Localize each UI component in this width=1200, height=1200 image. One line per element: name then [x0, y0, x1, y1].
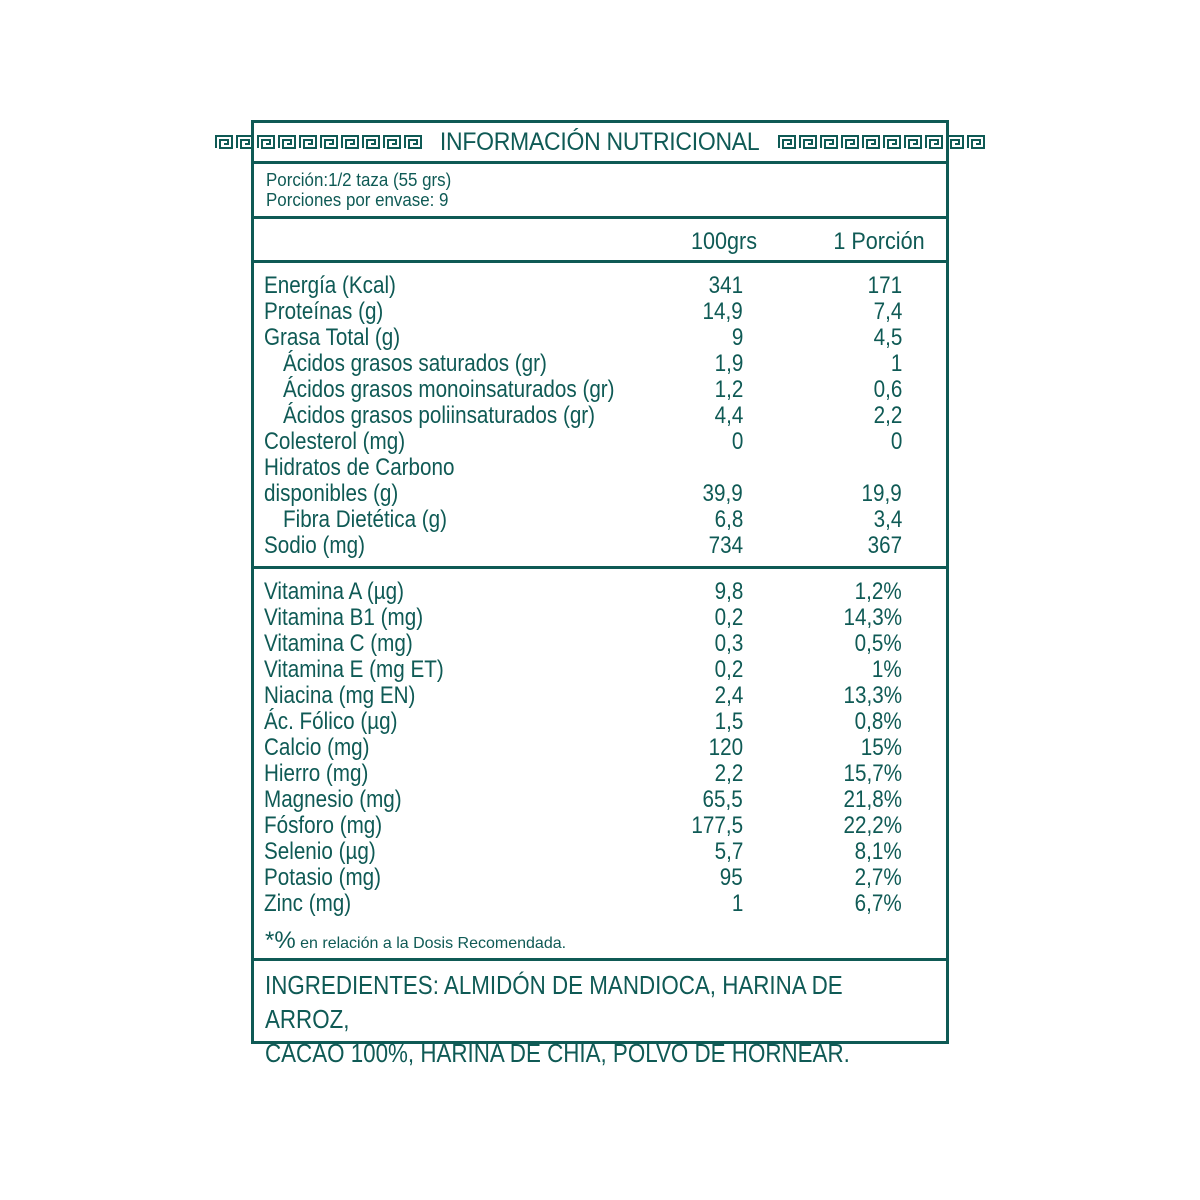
nutrient-row — [254, 865, 946, 891]
nutrient-name: Selenio (µg) — [264, 838, 376, 865]
nutrient-row — [254, 325, 946, 351]
column-headers — [254, 222, 946, 263]
nutrient-row — [254, 429, 946, 455]
value-portion: 14,3% — [843, 604, 902, 631]
greek-key-ornament — [778, 135, 796, 149]
value-portion: 0,5% — [854, 630, 902, 657]
nutrient-name: Fibra Dietética (g) — [283, 506, 448, 533]
value-100g: 39,9 — [702, 480, 743, 507]
ingredients-section — [254, 961, 946, 1068]
servings-per-pack: Porciones por envase: 9 — [266, 190, 449, 210]
nutrient-row — [254, 481, 946, 507]
value-100g: 2,2 — [714, 760, 743, 787]
nutrient-row — [254, 683, 946, 709]
title-bar — [254, 123, 946, 164]
value-100g: 14,9 — [702, 298, 743, 325]
value-portion: 1 — [890, 350, 902, 377]
nutrient-name: Proteínas (g) — [264, 298, 384, 325]
nutrient-name: Ácidos grasos poliinsaturados (gr) — [283, 402, 596, 429]
greek-key-ornament — [278, 135, 296, 149]
macronutrients-section — [254, 263, 946, 569]
greek-key-border-left — [215, 135, 422, 149]
label-title: INFORMACIÓN NUTRICIONAL — [440, 127, 760, 156]
value-portion: 3,4 — [873, 506, 902, 533]
value-100g: 0 — [731, 428, 743, 455]
nutrient-name: disponibles (g) — [264, 480, 399, 507]
greek-key-ornament — [236, 135, 254, 149]
nutrient-name: Grasa Total (g) — [264, 324, 401, 351]
value-100g: 0,3 — [714, 630, 743, 657]
nutrient-row — [254, 839, 946, 865]
greek-key-border-right — [778, 135, 985, 149]
nutrient-name: Vitamina C (mg) — [264, 630, 413, 657]
value-100g: 65,5 — [702, 786, 743, 813]
column-header-100g: 100grs — [690, 228, 758, 255]
nutrient-row — [254, 813, 946, 839]
column-header-portion: 1 Porción — [833, 228, 925, 255]
value-100g: 0,2 — [714, 604, 743, 631]
nutrient-row — [254, 403, 946, 429]
nutrient-name: Ácidos grasos monoinsaturados (gr) — [283, 376, 615, 403]
nutrient-row — [254, 709, 946, 735]
nutrient-name: Vitamina E (mg ET) — [264, 656, 444, 683]
footnote-star: *% — [265, 927, 296, 954]
value-portion: 1% — [872, 656, 902, 683]
greek-key-ornament — [946, 135, 964, 149]
value-100g: 5,7 — [714, 838, 743, 865]
value-100g: 120 — [708, 734, 743, 761]
value-portion: 7,4 — [873, 298, 902, 325]
value-portion: 0 — [890, 428, 902, 455]
nutrient-row — [254, 657, 946, 683]
value-portion: 4,5 — [873, 324, 902, 351]
value-portion: 367 — [867, 532, 902, 559]
nutrient-name: Colesterol (mg) — [264, 428, 406, 455]
value-100g: 2,4 — [714, 682, 743, 709]
value-portion: 0,8% — [854, 708, 902, 735]
vitamins-minerals-section — [254, 569, 946, 961]
greek-key-ornament — [362, 135, 380, 149]
nutrient-name: Energía (Kcal) — [264, 272, 396, 299]
nutrient-row — [254, 377, 946, 403]
greek-key-ornament — [841, 135, 859, 149]
greek-key-ornament — [341, 135, 359, 149]
value-portion: 0,6 — [873, 376, 902, 403]
nutrient-name: Hierro (mg) — [264, 760, 369, 787]
greek-key-ornament — [799, 135, 817, 149]
nutrient-name: Ác. Fólico (µg) — [264, 708, 398, 735]
nutrition-label — [251, 120, 949, 1068]
nutrient-row — [254, 455, 946, 481]
nutrient-name: Fósforo (mg) — [264, 812, 383, 839]
value-portion: 2,2 — [873, 402, 902, 429]
nutrient-row — [254, 787, 946, 813]
value-100g: 0,2 — [714, 656, 743, 683]
greek-key-ornament — [904, 135, 922, 149]
serving-portion: Porción:1/2 taza (55 grs) — [266, 170, 452, 190]
nutrient-row — [254, 579, 946, 605]
value-100g: 1,5 — [714, 708, 743, 735]
value-portion: 6,7% — [854, 890, 902, 917]
value-100g: 6,8 — [714, 506, 743, 533]
value-portion: 21,8% — [843, 786, 902, 813]
value-portion: 22,2% — [843, 812, 902, 839]
nutrient-name: Ácidos grasos saturados (gr) — [283, 350, 547, 377]
greek-key-ornament — [383, 135, 401, 149]
greek-key-ornament — [320, 135, 338, 149]
nutrient-name: Zinc (mg) — [264, 890, 352, 917]
nutrient-row — [254, 891, 946, 917]
nutrient-row — [254, 631, 946, 657]
greek-key-ornament — [967, 135, 985, 149]
value-100g: 9 — [731, 324, 743, 351]
value-100g: 734 — [708, 532, 743, 559]
nutrient-row — [254, 273, 946, 299]
value-portion: 15,7% — [843, 760, 902, 787]
serving-info — [254, 164, 946, 219]
nutrient-name: Vitamina B1 (mg) — [264, 604, 424, 631]
value-portion: 15% — [860, 734, 902, 761]
nutrient-name: Potasio (mg) — [264, 864, 382, 891]
greek-key-ornament — [820, 135, 838, 149]
ingredients-line-1: INGREDIENTES: ALMIDÓN DE MANDIOCA, HARINA DE ARROZ, — [265, 970, 843, 1034]
nutrient-name: Niacina (mg EN) — [264, 682, 416, 709]
nutrient-row — [254, 299, 946, 325]
value-100g: 4,4 — [714, 402, 743, 429]
nutrient-name: Sodio (mg) — [264, 532, 365, 559]
value-100g: 95 — [720, 864, 743, 891]
value-100g: 1,2 — [714, 376, 743, 403]
nutrient-row — [254, 351, 946, 377]
greek-key-ornament — [404, 135, 422, 149]
value-portion: 171 — [867, 272, 902, 299]
ingredients-text — [265, 968, 919, 1070]
value-100g: 9,8 — [714, 578, 743, 605]
nutrient-row — [254, 507, 946, 533]
greek-key-ornament — [883, 135, 901, 149]
nutrient-row — [254, 605, 946, 631]
nutrient-row — [254, 761, 946, 787]
nutrient-name: Vitamina A (µg) — [264, 578, 405, 605]
value-portion: 1,2% — [854, 578, 902, 605]
greek-key-ornament — [925, 135, 943, 149]
value-100g: 1 — [731, 890, 743, 917]
nutrient-row — [254, 735, 946, 761]
nutrient-name: Magnesio (mg) — [264, 786, 402, 813]
greek-key-ornament — [215, 135, 233, 149]
value-portion: 13,3% — [843, 682, 902, 709]
footnote — [265, 927, 566, 955]
value-100g: 177,5 — [691, 812, 743, 839]
greek-key-ornament — [299, 135, 317, 149]
value-100g: 341 — [708, 272, 743, 299]
greek-key-ornament — [257, 135, 275, 149]
value-100g: 1,9 — [714, 350, 743, 377]
ingredients-line-2: CACAO 100%, HARINA DE CHIA, POLVO DE HORNEAR. — [265, 1038, 850, 1068]
nutrient-row — [254, 533, 946, 559]
value-portion: 8,1% — [854, 838, 902, 865]
nutrient-name: Calcio (mg) — [264, 734, 370, 761]
value-portion: 19,9 — [861, 480, 902, 507]
value-portion: 2,7% — [854, 864, 902, 891]
nutrient-name: Hidratos de Carbono — [264, 454, 455, 481]
footnote-text: en relación a la Dosis Recomendada. — [295, 935, 567, 952]
greek-key-ornament — [862, 135, 880, 149]
